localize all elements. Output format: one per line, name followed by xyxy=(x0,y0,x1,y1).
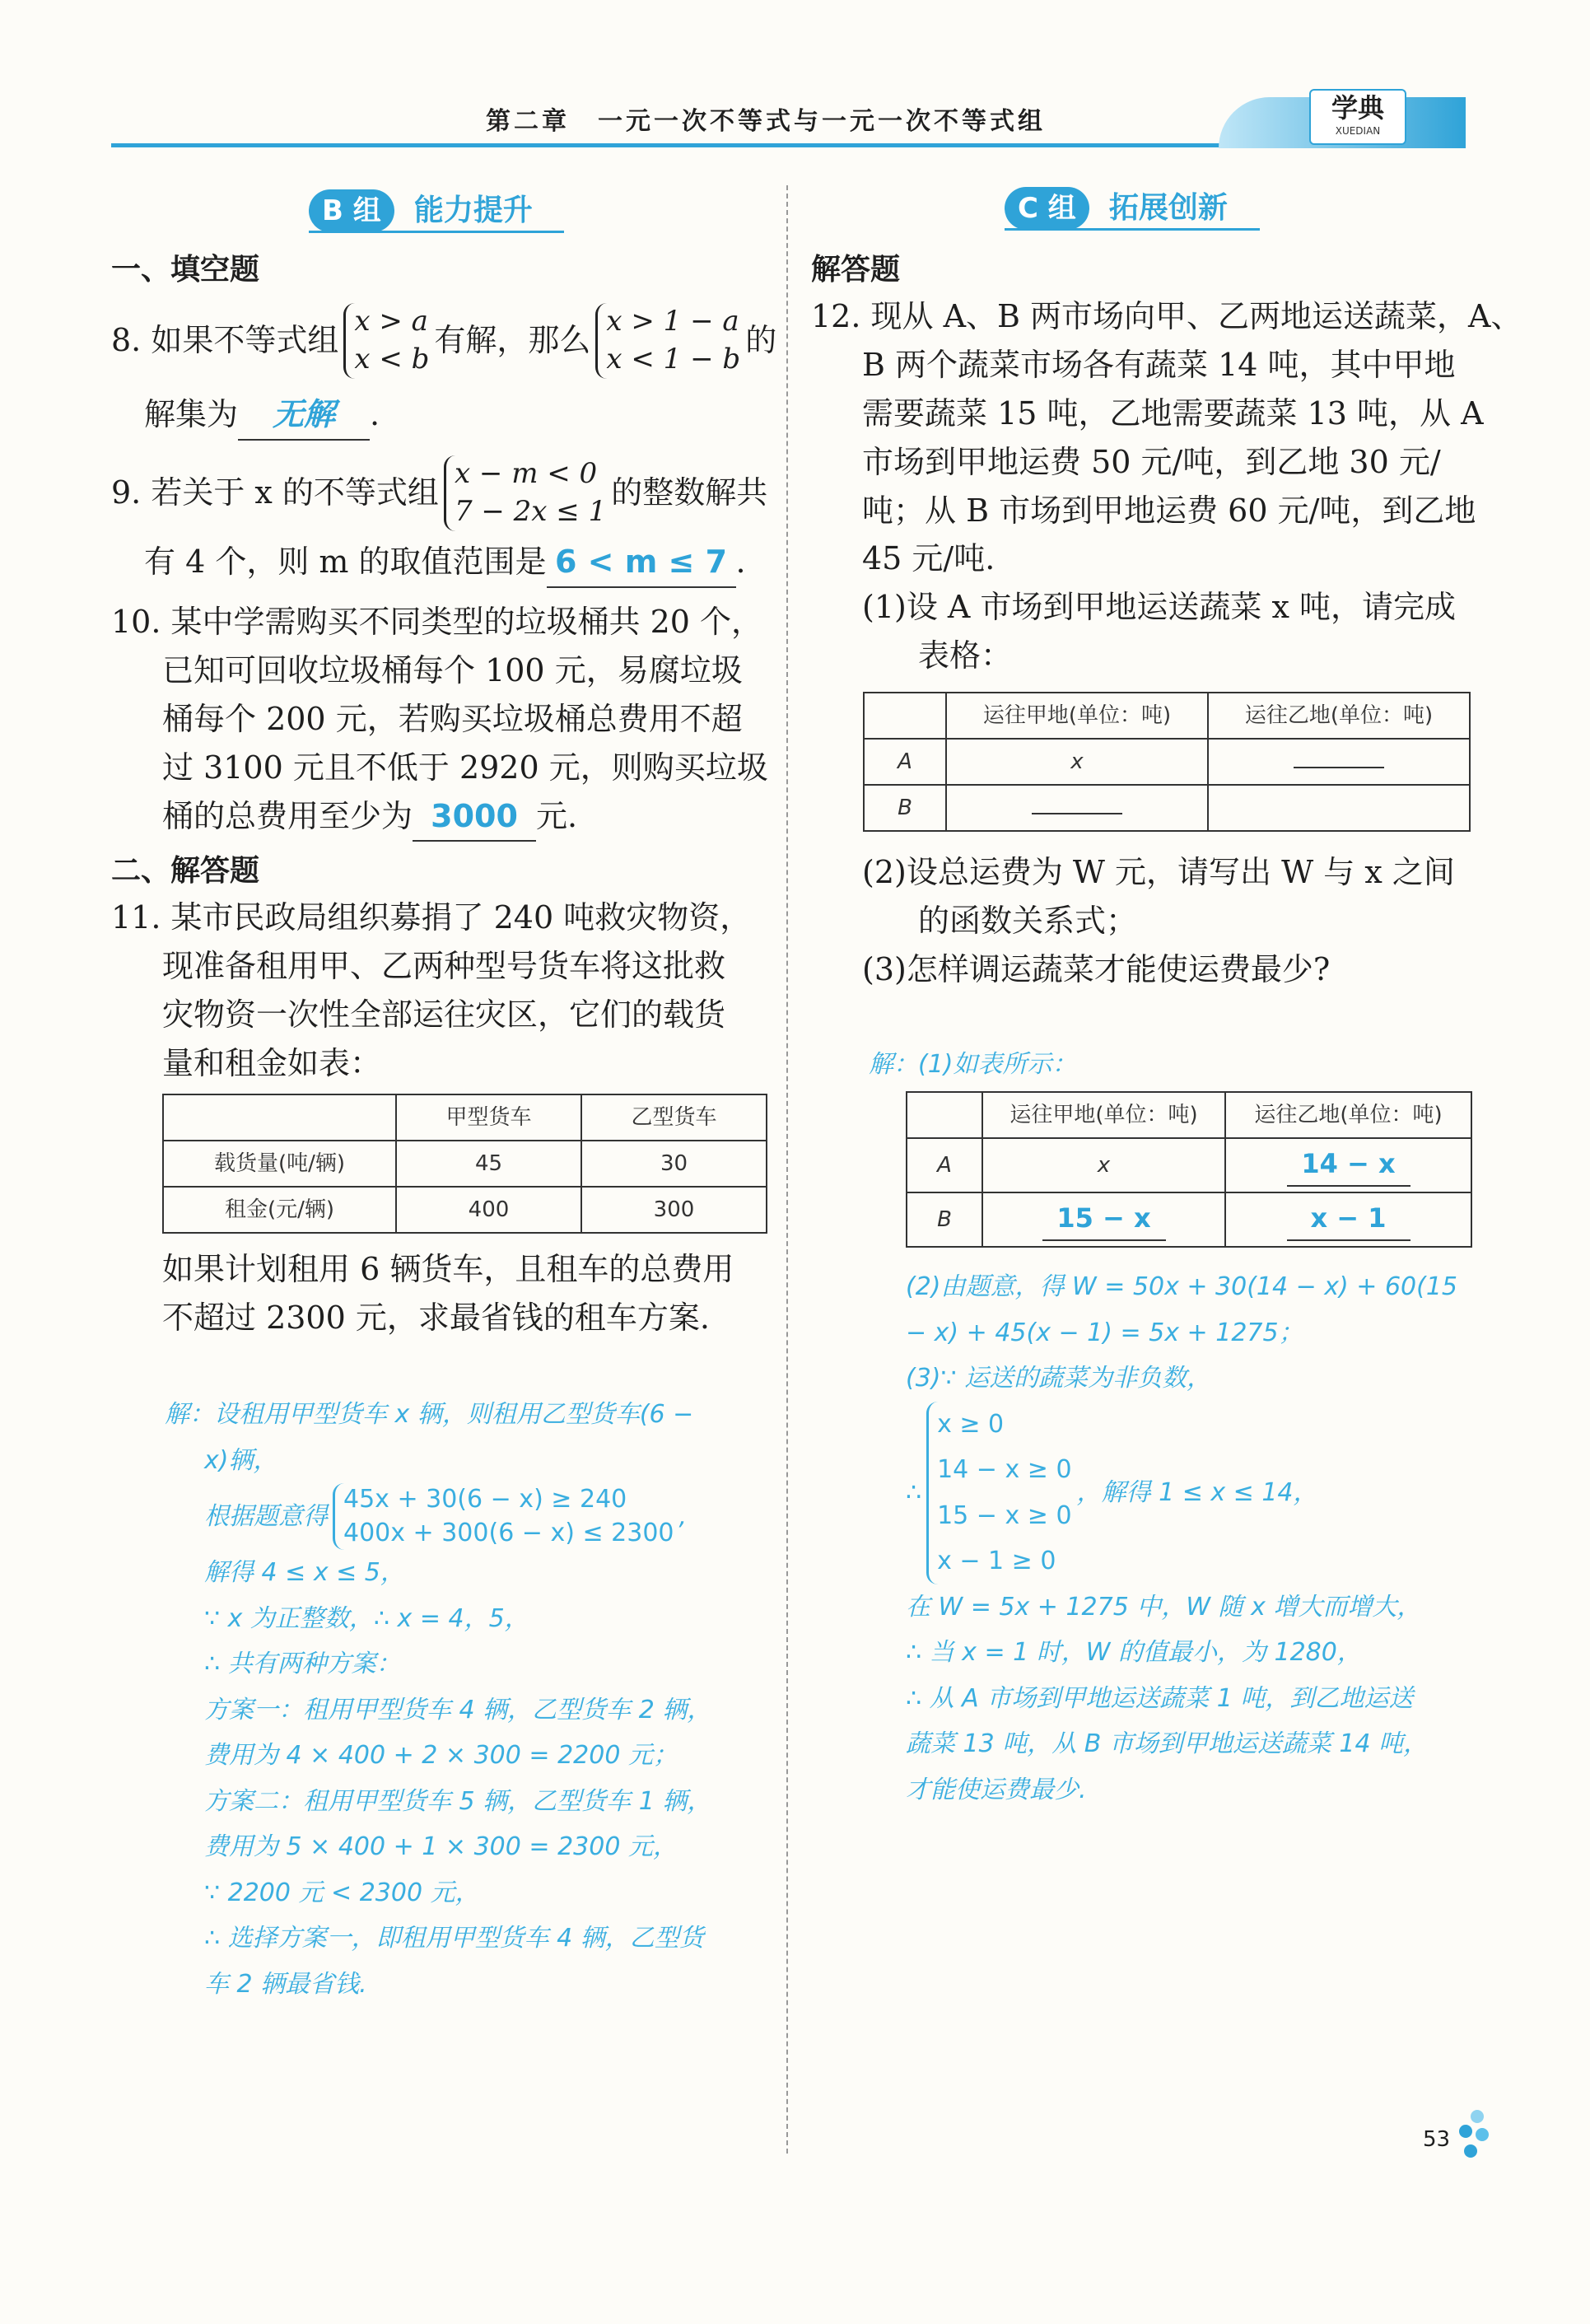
sol11-line: 方案一：租用甲型货车 4 辆，乙型货车 2 辆， xyxy=(204,1695,712,1724)
table-cell: 400 xyxy=(396,1187,581,1233)
group-c-tag: C 组 xyxy=(1005,187,1089,230)
q11-line: 灾物资一次性全部运往灾区，它们的载货 xyxy=(162,996,726,1033)
logo-text: 学典 xyxy=(1331,92,1384,124)
table-row-label: 载货量(吨/辆) xyxy=(163,1141,396,1187)
q11-after-line: 如果计划租用 6 辆货车，且租车的总费用 xyxy=(162,1251,734,1287)
q8-sys2-line2: x < 1 − b xyxy=(606,342,741,376)
dots-decoration-icon xyxy=(1456,2110,1497,2168)
q11-line: 现准备租用甲、乙两种型号货车将这批救 xyxy=(162,947,726,984)
sol11-line: 车 2 辆最省钱. xyxy=(204,1969,367,1999)
q12-line: 吨；从 B 市场到甲地运费 60 元/吨，到乙地 xyxy=(862,492,1476,529)
sol12-line: − x) + 45(x − 1) = 5x + 1275； xyxy=(906,1318,1303,1347)
sol11-line: 根据题意得 xyxy=(204,1501,328,1531)
chapter-title: 第二章 一元一次不等式与一元一次不等式组 xyxy=(486,107,1046,136)
sol11-line: x)辆， xyxy=(204,1445,278,1475)
q9-text-a: 9. 若关于 x 的不等式组 xyxy=(111,474,439,511)
q8-text-a: 8. 如果不等式组 xyxy=(111,322,339,359)
sol12-therefore: ∴ xyxy=(906,1477,922,1507)
question-9 xyxy=(111,455,770,588)
q12-line: 需要蔬菜 15 吨，乙地需要蔬菜 13 吨，从 A xyxy=(862,394,1484,432)
table-cell xyxy=(1208,739,1470,785)
q9-text-c: 有 4 个，则 m 的取值范围是 xyxy=(144,543,547,580)
sol12-sys-line: x ≥ 0 xyxy=(937,1409,1005,1439)
q11-line: 量和租金如表： xyxy=(162,1044,382,1081)
table-row xyxy=(864,739,1470,785)
section-solve-right: 解答题 xyxy=(811,253,901,287)
logo-badge xyxy=(1309,89,1406,145)
table-cell xyxy=(907,1092,982,1138)
q12-table xyxy=(863,692,1471,832)
table-cell xyxy=(1225,1192,1471,1247)
group-c-title: 拓展创新 xyxy=(1108,191,1228,225)
table-cell xyxy=(1225,1138,1471,1192)
sol12-intro: 解：(1)如表所示： xyxy=(869,1050,1077,1079)
sol12-table xyxy=(906,1091,1472,1248)
table-header: 乙型货车 xyxy=(581,1094,767,1141)
q10-line: 已知可回收垃圾桶每个 100 元，易腐垃圾 xyxy=(162,651,743,688)
q9-period: . xyxy=(735,543,746,580)
group-c-banner xyxy=(1005,183,1260,231)
q8-period: . xyxy=(370,395,380,432)
q12-part1: 表格： xyxy=(918,637,1013,674)
q8-text-b: 有解，那么 xyxy=(434,322,591,359)
table-header: 甲型货车 xyxy=(396,1094,581,1141)
sol12-line: 才能使运费最少. xyxy=(906,1775,1087,1804)
table-header: 运往甲地(单位：吨) xyxy=(982,1092,1225,1138)
table-header: 运往乙地(单位：吨) xyxy=(1208,693,1470,739)
question-11 xyxy=(111,894,770,1088)
table-cell xyxy=(1208,785,1470,831)
q12-line: 45 元/吨. xyxy=(862,540,995,577)
sol12-line: ，解得 1 ≤ x ≤ 14， xyxy=(1076,1477,1318,1507)
table-cell: 300 xyxy=(581,1187,767,1233)
table-row-label: A xyxy=(864,739,946,785)
column-divider xyxy=(786,185,788,2154)
q8-sys2-line1: x > 1 − a xyxy=(606,305,739,338)
solution-12 xyxy=(906,1264,1482,1813)
table-cell xyxy=(946,785,1208,831)
q12-part3: (3)怎样调运蔬菜才能使运费最少? xyxy=(862,950,1331,987)
table-header: 运往甲地(单位：吨) xyxy=(946,693,1208,739)
sol11-line: 方案二：租用甲型货车 5 辆，乙型货车 1 辆， xyxy=(204,1786,712,1816)
truck-table xyxy=(162,1094,767,1234)
sol11-system xyxy=(333,1483,674,1550)
q10-line: 过 3100 元且不低于 2920 元，则购买垃圾 xyxy=(162,749,768,786)
q8-sys1-line2: x < b xyxy=(354,342,430,376)
q10-answer: 3000 xyxy=(413,792,536,842)
table-row xyxy=(163,1141,767,1187)
section-fill-blank: 一、填空题 xyxy=(111,253,260,287)
table-header: 运往乙地(单位：吨) xyxy=(1225,1092,1471,1138)
q12-part2: (2)设总运费为 W 元，请写出 W 与 x 之间 xyxy=(862,854,1455,890)
table-row-label: 租金(元/辆) xyxy=(163,1187,396,1233)
q12-part2: 的函数关系式； xyxy=(918,902,1138,939)
group-b-tag: B 组 xyxy=(309,189,394,232)
table-row-label: B xyxy=(864,785,946,831)
q8-answer: 无解 xyxy=(238,390,370,441)
sol12-line: 蔬菜 13 吨，从 B 市场到甲地运送蔬菜 14 吨， xyxy=(906,1729,1429,1758)
header-rule xyxy=(111,143,1387,147)
q12-line: 12. 现从 A、B 两市场向甲、乙两地运送蔬菜，A、 xyxy=(811,298,1522,334)
logo-subtext: XUEDIAN xyxy=(1335,125,1381,137)
sol11-line: 解得 4 ≤ x ≤ 5， xyxy=(204,1558,405,1587)
table-cell xyxy=(163,1094,396,1141)
table-row xyxy=(907,1138,1471,1192)
q9-sys-line2: 7 − 2x ≤ 1 xyxy=(454,494,607,528)
page-number: 53 xyxy=(1423,2127,1451,2152)
table-row xyxy=(163,1187,767,1233)
sol11-line: 费用为 4 × 400 + 2 × 300 = 2200 元； xyxy=(204,1741,678,1770)
question-8 xyxy=(111,303,777,441)
q12-parts xyxy=(811,848,1486,994)
sol11-sys-line1: 45x + 30(6 − x) ≥ 240 xyxy=(343,1485,627,1514)
sol12-sys-line: 14 − x ≥ 0 xyxy=(937,1455,1072,1484)
table-row xyxy=(163,1094,767,1141)
sol11-line: ∵ x 为正整数，∴ x = 4，5， xyxy=(204,1603,529,1633)
sol12-sys-line: x − 1 ≥ 0 xyxy=(937,1547,1056,1575)
q11-condition xyxy=(162,1245,734,1342)
q9-system xyxy=(444,455,606,531)
sol11-line: 费用为 5 × 400 + 1 × 300 = 2300 元， xyxy=(204,1832,678,1861)
sol12-answer-by: x − 1 xyxy=(1287,1198,1410,1241)
sol12-line: (3)∵ 运送的蔬菜为非负数， xyxy=(906,1364,1212,1393)
q10-line: 10. 某中学需购买不同类型的垃圾桶共 20 个， xyxy=(111,604,763,640)
table-row xyxy=(864,693,1470,739)
group-b-banner xyxy=(309,185,564,233)
table-cell xyxy=(982,1192,1225,1247)
table-cell: 45 xyxy=(396,1141,581,1187)
q10-line-last: 桶的总费用至少为 xyxy=(162,797,413,834)
table-cell: 30 xyxy=(581,1141,767,1187)
sol12-line: ∴ 从 A 市场到甲地运送蔬菜 1 吨，到乙地运送 xyxy=(906,1683,1414,1713)
sol11-line: ∴ 选择方案一，即租用甲型货车 4 辆，乙型货 xyxy=(204,1924,704,1953)
sol12-line: ∴ 当 x = 1 时，W 的值最小，为 1280， xyxy=(906,1638,1362,1667)
sol11-line: ∴ 共有两种方案： xyxy=(204,1650,401,1678)
table-row xyxy=(907,1092,1471,1138)
group-b-title: 能力提升 xyxy=(413,194,533,227)
q8-text-d: 解集为 xyxy=(144,395,239,432)
table-cell xyxy=(864,693,946,739)
question-12 xyxy=(811,292,1522,680)
q11-after-line: 不超过 2300 元，求最省钱的租车方案. xyxy=(162,1299,710,1336)
sol11-line: 解：设租用甲型货车 x 辆，则租用乙型货车(6 − xyxy=(165,1400,694,1429)
sol11-comma: , xyxy=(678,1501,688,1531)
sol12-line: 在 W = 5x + 1275 中，W 随 x 增大而增大， xyxy=(906,1592,1422,1622)
sol12-sys-line: 15 − x ≥ 0 xyxy=(937,1500,1072,1530)
q12-line: B 两个蔬菜市场各有蔬菜 14 吨，其中甲地 xyxy=(862,346,1456,383)
q8-system-1 xyxy=(343,303,429,379)
q9-answer: 6 < m ≤ 7 xyxy=(547,538,736,588)
q12-line: 市场到甲地运费 50 元/吨，到乙地 30 元/ xyxy=(862,443,1441,480)
table-row-label: B xyxy=(907,1192,982,1247)
q11-line: 11. 某市民政局组织募捐了 240 吨救灾物资， xyxy=(111,899,752,936)
section-solve: 二、解答题 xyxy=(111,854,260,888)
q12-part1: (1)设 A 市场到甲地运送蔬菜 x 吨，请完成 xyxy=(862,589,1457,626)
sol12-system xyxy=(926,1402,1071,1584)
q8-text-c: 的 xyxy=(745,322,777,359)
sol12-answer-bx: 15 − x xyxy=(1042,1198,1166,1241)
sol12-answer-ay: 14 − x xyxy=(1287,1144,1410,1187)
question-10 xyxy=(111,598,770,842)
sol11-line: ∵ 2200 元 < 2300 元， xyxy=(204,1878,480,1907)
sol12-line: (2)由题意，得 W = 50x + 30(14 − x) + 60(15 xyxy=(906,1272,1458,1301)
table-row xyxy=(907,1192,1471,1247)
table-row xyxy=(864,785,1470,831)
q8-system-2 xyxy=(595,303,740,379)
table-cell: x xyxy=(982,1138,1225,1192)
q9-sys-line1: x − m < 0 xyxy=(454,457,598,490)
table-cell: x xyxy=(946,739,1208,785)
sol11-sys-line2: 400x + 300(6 − x) ≤ 2300 xyxy=(343,1518,674,1547)
solution-11 xyxy=(165,1392,770,2007)
q8-sys1-line1: x > a xyxy=(354,305,428,338)
q10-unit: 元. xyxy=(536,797,578,834)
q10-line: 桶每个 200 元，若购买垃圾桶总费用不超 xyxy=(162,700,743,737)
table-row-label: A xyxy=(907,1138,982,1192)
q9-text-b: 的整数解共 xyxy=(611,474,768,511)
